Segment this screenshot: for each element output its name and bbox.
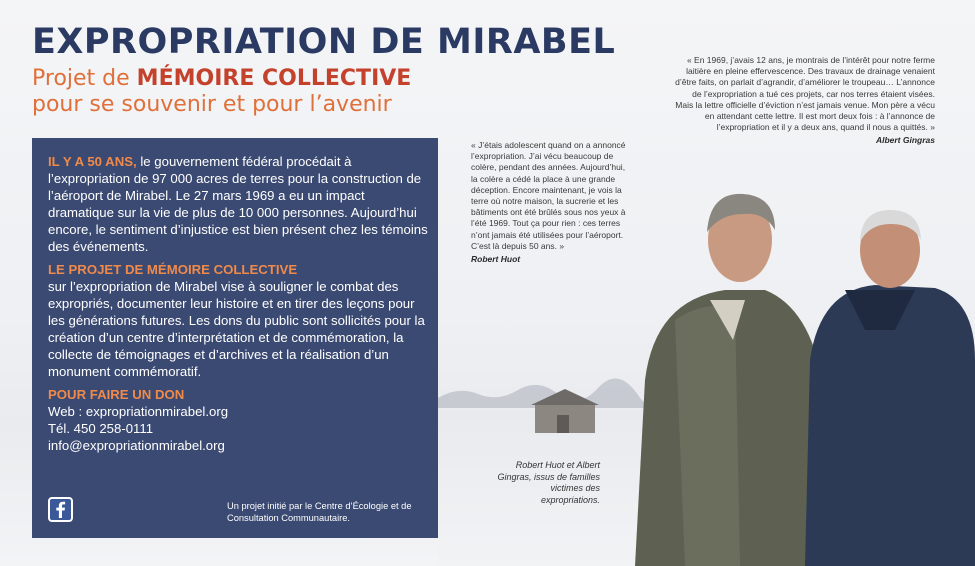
subtitle-strong: MÉMOIRE COLLECTIVE — [136, 66, 412, 91]
page-subtitle — [32, 66, 411, 118]
info-panel — [32, 138, 438, 538]
quote-text: « En 1969, j’avais 12 ans, je montrais de l’intérêt pour notre ferme laitière en pleine effervescence. Des travaux de drainage venaient d’être faits, on parlait d’agrandir, d’améliorer le troupeau… L’annonce de l’expropriation a tué ces projets, car nos terres étaient visées. Mais la lettre officielle d’éviction n’est jamais venue. Mon père a vécu en attendant cette lettre. Il est mort deux fois : à l’annonce de l’expropriation et il y a deux ans, quand il nous a quittés. » — [675, 55, 935, 133]
project-text: sur l’expropriation de Mirabel vise à souligner le combat des expropriés, documenter leur histoire et en tirer des leçons pour les générations futures. Les dons du public sont sollicités pour la création d’un centre d’interprétation et de commémoration, la collecte de témoignages et d’archives et la réalisation d’un monument commémoratif. — [48, 279, 425, 379]
quote-author: Albert Gingras — [875, 135, 935, 146]
project-heading: LE PROJET DE MÉMOIRE COLLECTIVE — [48, 262, 298, 277]
barn-illustration — [525, 385, 605, 435]
web-link[interactable]: Web : expropriationmirabel.org — [48, 404, 229, 419]
initiative-note: Un projet initié par le Centre d’Écologie et de Consultation Communautaire. — [227, 501, 412, 523]
quote-text: « J’étais adolescent quand on a annoncé l’expropriation. J’ai vécu beaucoup de colère, pendant des années. Aujourd’hui, la colère a cédé la place à une grande déception. Encore maintenant, je vois la terre où notre maison, la sucrerie et les bâtiments ont été brûlés sous nos yeux à l’été 1969. Tout ça pour rien : ces terres n’ont jamais été utilisées pour l’aéroport. C’est là depuis 50 ans. » — [471, 140, 626, 251]
donate-heading: POUR FAIRE UN DON — [48, 387, 185, 402]
portrait-photo — [615, 180, 975, 566]
email-link[interactable]: info@expropriationmirabel.org — [48, 438, 225, 453]
intro-text: le gouvernement fédéral procédait à l’expropriation de 97 000 acres de terres pour la construction de l’aéroport de Mirabel. Le 27 mars 1969 a eu un impact dramatique sur la vie de plus de 10 000 personnes. Aujourd’hui encore, le sentiment d’injustice est bien présent chez les témoins des événements. — [48, 154, 428, 254]
intro-paragraph — [48, 153, 428, 255]
subtitle-prefix: Projet de — [32, 66, 137, 91]
quote-albert-gingras — [675, 55, 935, 147]
photo-caption: Robert Huot et Albert Gingras, issus de familles victimes des expropriations. — [497, 460, 600, 505]
subtitle-line2: pour se souvenir et pour l’avenir — [32, 92, 392, 117]
page-title: EXPROPRIATION DE MIRABEL — [32, 22, 616, 62]
quote-robert-huot — [471, 140, 631, 265]
intro-highlight: IL Y A 50 ANS, — [48, 154, 137, 169]
quote-author: Robert Huot — [471, 254, 521, 265]
facebook-icon[interactable] — [48, 497, 73, 522]
phone-number: Tél. 450 258-0111 — [48, 421, 154, 436]
